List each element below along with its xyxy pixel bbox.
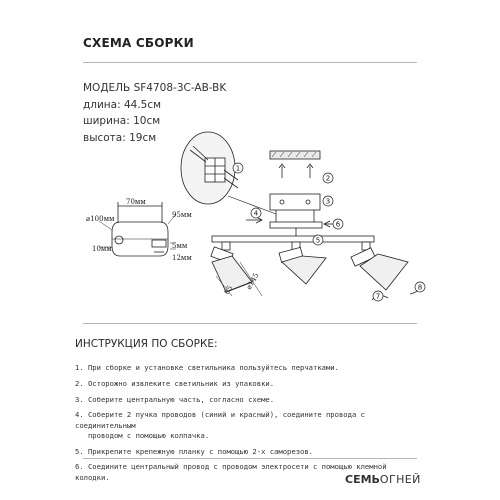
height-label: высота: 19см xyxy=(83,131,157,144)
width-label: ширина: 10см xyxy=(83,115,161,127)
svg-text:8: 8 xyxy=(417,283,423,292)
page-title: СХЕМА СБОРКИ xyxy=(83,36,194,50)
dim-70mm: 70мм xyxy=(126,198,146,206)
instruction-step: 5. Прикрепите крепежную планку с помощью 2-х саморезов. xyxy=(75,446,313,456)
brand-bold: СЕМЬ xyxy=(345,473,380,486)
callout-4 xyxy=(251,208,261,218)
dim-shade-145: ⌀145 xyxy=(244,271,261,291)
callout-8 xyxy=(415,282,425,292)
footer-divider xyxy=(83,458,417,459)
callout-2 xyxy=(323,173,333,183)
instructions-title: ИНСТРУКЦИЯ ПО СБОРКЕ: xyxy=(75,338,218,350)
instruction-step: 2. Осторожно извлеките светильник из упаковки. xyxy=(75,378,275,388)
dim-shade-85: 85 xyxy=(222,284,235,296)
instructions-list xyxy=(75,363,425,488)
callout-7 xyxy=(373,291,383,301)
dim-5mm: 5мм xyxy=(172,242,188,250)
instruction-step: 3. Соберите центральную часть, согласно схеме. xyxy=(75,394,275,404)
svg-text:5: 5 xyxy=(315,236,321,245)
svg-text:6: 6 xyxy=(335,220,341,229)
section-divider xyxy=(83,323,417,324)
svg-text:7: 7 xyxy=(375,292,381,301)
dim-95mm: 95мм xyxy=(172,211,192,219)
lamp-shades xyxy=(211,242,423,300)
instruction-step: 6. Соедините центральный провод с проводом электросети с помощью клемной колодки. xyxy=(75,462,387,482)
svg-text:1: 1 xyxy=(235,164,241,173)
callout-5 xyxy=(313,235,323,245)
instruction-step: 4. Соберите 2 пучка проводов (синий и красный), соедините провода с соединительным проводом с помощью колпачка. xyxy=(75,410,365,440)
dim-100mm: ⌀100мм xyxy=(86,215,115,223)
instruction-step: 1. При сборке и установке светильника пользуйтесь перчатками. xyxy=(75,363,339,372)
dim-12mm: 12мм xyxy=(172,254,192,262)
brand-logo xyxy=(345,473,421,486)
svg-text:2: 2 xyxy=(325,174,331,183)
callout-1 xyxy=(233,163,243,173)
brand-light: ОГНЕЙ xyxy=(379,473,421,486)
svg-text:3: 3 xyxy=(325,197,331,206)
model-label: МОДЕЛЬ SF4708-3C-AB-BK xyxy=(83,82,227,94)
length-label: длина: 44.5см xyxy=(83,98,162,111)
callout-3 xyxy=(323,196,333,206)
wiring-detail xyxy=(181,132,276,214)
svg-text:4: 4 xyxy=(253,209,259,218)
callout-6 xyxy=(333,219,343,229)
dim-10mm: 10мм xyxy=(92,245,112,253)
